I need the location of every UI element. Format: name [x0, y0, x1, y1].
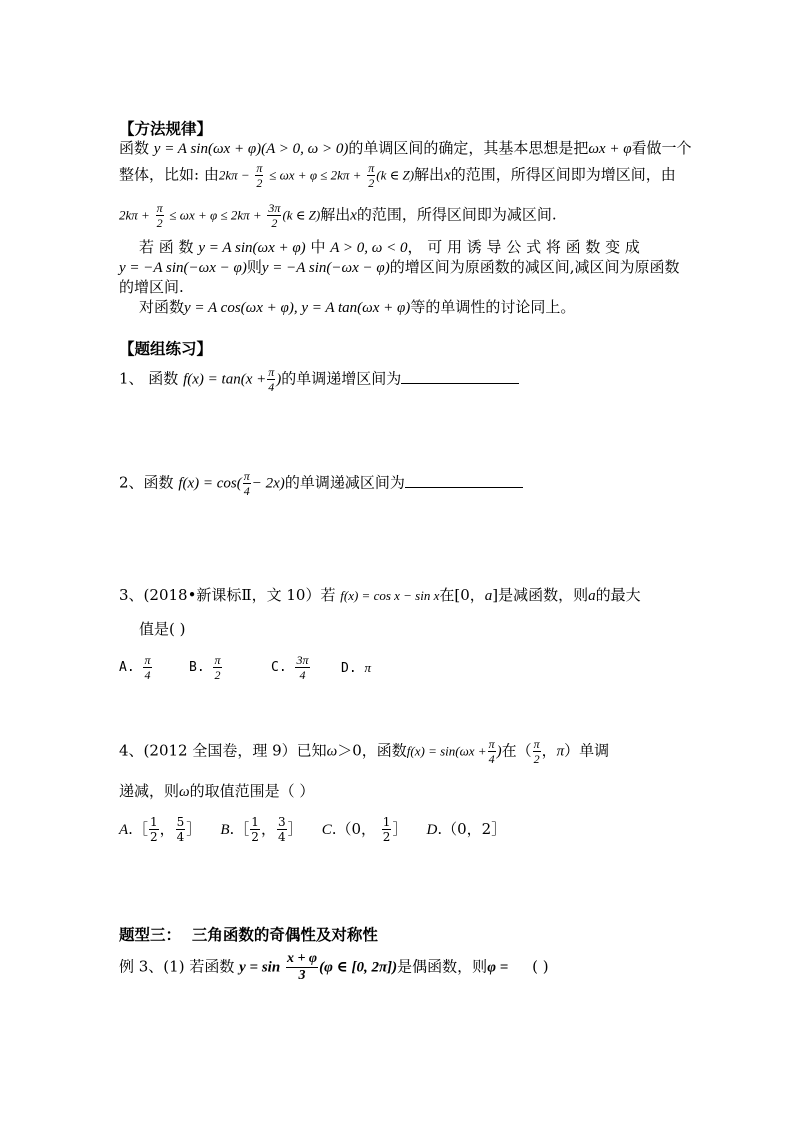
fraction: $\frac{1}{2}$ [149, 815, 158, 844]
type3-heading: 题型三： 三角函数的奇偶性及对称性 [119, 925, 378, 944]
method-paragraph-line-6: 的增区间. [119, 278, 184, 296]
q4-option-d[interactable]: D.（0，2］ [426, 819, 507, 838]
question-2: 2、函数 f(x) = cos( $\frac{\pi}{4}$ − 2x)的单调递减区间为 [119, 470, 523, 497]
question-4: 4、(2012 全国卷，理 9）已知ω＞0，函数f(x) = sin(ωx + $\frac{\pi}{4}$ )在（ $\frac{\pi}{2}$ ，π）单调 [119, 737, 610, 766]
q3-option-b[interactable]: B. $\frac{\pi}{2}$ [189, 653, 221, 682]
method-paragraph-line-7: 对函数y = A cos(ωx + φ), y = A tan(ωx + φ)等的单调性的讨论同上。 [139, 298, 576, 316]
fraction: $\frac{\pi}{4}$ [268, 365, 275, 394]
fraction: $\frac{\pi}{2}$ [256, 161, 263, 190]
fraction: $\frac{3}{4}$ [277, 815, 286, 844]
fraction: $\frac{\pi}{2}$ [533, 737, 540, 766]
question-4-line-2: 递减，则ω的取值范围是（ ） [119, 782, 315, 800]
fraction: $\frac{5}{4}$ [176, 815, 185, 844]
answer-blank[interactable] [401, 369, 519, 384]
method-paragraph-line-1: 函数 y = A sin(ωx + φ)(A > 0, ω > 0)的单调区间的确定，其基本思想是把ωx + φ看做一个 [119, 139, 692, 157]
fraction: $\frac{\pi}{4}$ [243, 469, 250, 498]
method-paragraph-line-2: 整体，比如: 由2kπ − $\frac{\pi}{2}$ ≤ ωx + φ ≤ 2kπ + $\frac{\pi}{2}$ (k ∈ Z)解出x的范围，所得区间即为增区间，由 [119, 161, 676, 190]
question-1: 1、 函数 f(x) = tan(x + $\frac{\pi}{4}$ )的单调递增区间为 [119, 366, 519, 393]
fraction: $\frac{1}{2}$ [251, 815, 259, 844]
fraction: $\frac{\pi}{2}$ [214, 653, 221, 682]
method-paragraph-line-4: 若 函 数 y = A sin(ωx + φ) 中 A > 0, ω < 0， 可 用 诱 导 公 式 将 函 数 变 成 [139, 238, 640, 256]
example-3: 例 3、(1) 若函数 y = sin $\frac{x + \varphi}{3}$ (φ ∈ [0, 2π])是偶函数，则φ = ( ) [119, 951, 549, 983]
answer-blank[interactable] [405, 473, 523, 488]
q3-option-a[interactable]: A. $\frac{\pi}{4}$ [119, 653, 151, 682]
q3-option-d[interactable]: D. π [341, 660, 371, 676]
fraction: $\frac{x + \varphi}{3}$ [286, 951, 318, 983]
fraction: $\frac{\pi}{4}$ [144, 653, 151, 682]
q4-option-b[interactable]: B.［ $\frac{1}{2}$ ， $\frac{3}{4}$ ］ [220, 815, 303, 844]
method-heading: 【方法规律】 [119, 119, 213, 138]
answer-parentheses[interactable]: ( ) [532, 957, 549, 976]
formula: y = A sin(ωx + φ)(A > 0, ω > 0) [153, 141, 349, 157]
method-paragraph-line-3: 2kπ + $\frac{\pi}{2}$ ≤ ωx + φ ≤ 2kπ + $\frac{3\pi}{2}$ (k ∈ Z)解出x的范围，所得区间即为减区间. [119, 201, 557, 230]
fraction: $\frac{3\pi}{4}$ [296, 653, 309, 682]
fraction: $\frac{1}{2}$ [382, 815, 391, 844]
fraction: $\frac{3\pi}{2}$ [268, 201, 281, 230]
q4-option-a[interactable]: A.［ $\frac{1}{2}$ ， $\frac{5}{4}$ ］ [119, 815, 202, 844]
practice-heading: 【题组练习】 [119, 339, 213, 358]
question-3-line-2: 值是( ) [139, 620, 186, 638]
fraction: $\frac{\pi}{2}$ [156, 201, 163, 230]
method-paragraph-line-5: y = −A sin(−ωx − φ)则y = −A sin(−ωx − φ)的增区间为原函数的减区间,减区间为原函数 [119, 258, 680, 276]
fraction: $\frac{\pi}{2}$ [368, 161, 375, 190]
q3-option-c[interactable]: C. $\frac{3\pi}{4}$ [271, 653, 309, 682]
q4-option-c[interactable]: C.（0， $\frac{1}{2}$ ］ [321, 815, 408, 844]
question-3: 3、(2018•新课标Ⅱ，文 10）若 f(x) = cos x − sin x在[0，a]是减函数，则a的最大 [119, 586, 641, 604]
fraction: $\frac{\pi}{4}$ [488, 737, 495, 766]
question-4-options [119, 816, 506, 843]
